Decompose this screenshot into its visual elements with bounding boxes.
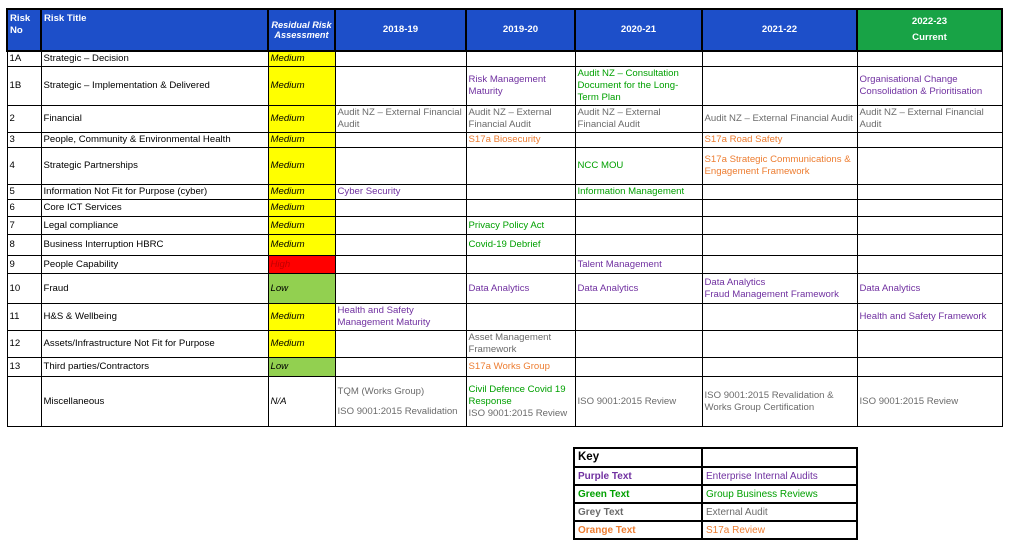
audit-cell-y1 bbox=[335, 217, 466, 235]
audit-item: Organisational Change Consolidation & Prioritisation bbox=[859, 74, 983, 97]
audit-cell-y4 bbox=[702, 217, 857, 235]
audit-cell-y2 bbox=[466, 235, 575, 256]
key-value: Group Business Reviews bbox=[702, 485, 857, 503]
residual-rating-cell: N/A bbox=[268, 377, 335, 427]
residual-rating-cell: Low bbox=[268, 358, 335, 377]
key-label: Grey Text bbox=[574, 503, 702, 521]
audit-cell-y5 bbox=[857, 331, 1002, 358]
table-body bbox=[7, 51, 1002, 427]
table-row bbox=[7, 274, 1002, 304]
key-value: External Audit bbox=[702, 503, 857, 521]
audit-item: Data Analytics bbox=[468, 282, 530, 294]
audit-cell-y2 bbox=[466, 256, 575, 274]
audit-cell-y3 bbox=[575, 217, 702, 235]
audit-item: ISO 9001:2015 Review bbox=[859, 395, 959, 407]
risk-no-cell: 1B bbox=[7, 67, 41, 106]
table-row bbox=[7, 358, 1002, 377]
residual-rating-cell: Low bbox=[268, 274, 335, 304]
audit-cell-y1 bbox=[335, 51, 466, 67]
risk-no-cell: 13 bbox=[7, 358, 41, 377]
key-table bbox=[573, 447, 858, 540]
audit-cell-y3 bbox=[575, 51, 702, 67]
audit-item: Privacy Policy Act bbox=[468, 219, 545, 231]
audit-cell-y5 bbox=[857, 133, 1002, 148]
audit-cell-y1 bbox=[335, 274, 466, 304]
audit-cell-y4 bbox=[702, 51, 857, 67]
audit-cell-y2 bbox=[466, 358, 575, 377]
audit-item: Audit NZ – External Financial Audit bbox=[577, 107, 661, 130]
risk-no-cell: 8 bbox=[7, 235, 41, 256]
audit-cell-y4 bbox=[702, 200, 857, 217]
table-row bbox=[7, 304, 1002, 331]
table-row bbox=[7, 133, 1002, 148]
audit-cell-y4 bbox=[702, 148, 857, 185]
audit-cell-y1 bbox=[335, 377, 466, 427]
audit-item: Audit NZ – Consultation Document for the Long-Term Plan bbox=[577, 68, 679, 103]
audit-cell-y2 bbox=[466, 185, 575, 200]
audit-cell-y5 bbox=[857, 67, 1002, 106]
risk-no-cell: 12 bbox=[7, 331, 41, 358]
audit-cell-y4 bbox=[702, 235, 857, 256]
audit-cell-y2 bbox=[466, 67, 575, 106]
audit-cell-y3 bbox=[575, 274, 702, 304]
audit-item: TQM (Works Group) bbox=[337, 385, 425, 397]
audit-cell-y2 bbox=[466, 200, 575, 217]
table-row bbox=[7, 256, 1002, 274]
residual-rating-cell: Medium bbox=[268, 217, 335, 235]
header-year-2022-23-current bbox=[857, 9, 1002, 51]
risk-title-cell: People Capability bbox=[41, 256, 268, 274]
table-row bbox=[7, 331, 1002, 358]
audit-item: Covid-19 Debrief bbox=[468, 239, 541, 250]
key-value: S17a Review bbox=[702, 521, 857, 539]
audit-cell-y2 bbox=[466, 148, 575, 185]
residual-rating-cell: Medium bbox=[268, 133, 335, 148]
table-row bbox=[7, 377, 1002, 427]
audit-cell-y2 bbox=[466, 304, 575, 331]
audit-cell-y5 bbox=[857, 256, 1002, 274]
risk-no-cell: 2 bbox=[7, 106, 41, 133]
audit-item: Fraud Management Framework bbox=[704, 288, 839, 300]
header-residual-risk: Residual Risk Assessment bbox=[268, 9, 335, 51]
table-row bbox=[7, 106, 1002, 133]
key-label: Orange Text bbox=[574, 521, 702, 539]
residual-rating-cell: Medium bbox=[268, 106, 335, 133]
audit-cell-y3 bbox=[575, 304, 702, 331]
audit-cell-y2 bbox=[466, 377, 575, 427]
risk-no-cell: 6 bbox=[7, 200, 41, 217]
audit-cell-y4 bbox=[702, 256, 857, 274]
table-row bbox=[7, 235, 1002, 256]
key-row bbox=[574, 503, 857, 521]
header-risk-title: Risk Title bbox=[41, 9, 268, 51]
audit-cell-y4 bbox=[702, 304, 857, 331]
residual-rating-cell: Medium bbox=[268, 148, 335, 185]
audit-cell-y3 bbox=[575, 106, 702, 133]
key-title-row bbox=[574, 448, 857, 467]
audit-cell-y1 bbox=[335, 235, 466, 256]
risk-title-cell: Strategic – Decision bbox=[41, 51, 268, 67]
audit-cell-y4 bbox=[702, 133, 857, 148]
audit-cell-y4 bbox=[702, 377, 857, 427]
risk-title-cell: Legal compliance bbox=[41, 217, 268, 235]
residual-rating-cell: Medium bbox=[268, 51, 335, 67]
audit-cell-y1 bbox=[335, 148, 466, 185]
spacer bbox=[338, 398, 464, 406]
audit-cell-y3 bbox=[575, 331, 702, 358]
residual-rating-cell: High bbox=[268, 256, 335, 274]
residual-rating-cell: Medium bbox=[268, 235, 335, 256]
audit-cell-y1 bbox=[335, 304, 466, 331]
audit-item: ISO 9001:2015 Review bbox=[577, 395, 677, 407]
risk-title-cell: Third parties/Contractors bbox=[41, 358, 268, 377]
table-row bbox=[7, 185, 1002, 200]
risk-no-cell: 7 bbox=[7, 217, 41, 235]
audit-item: Risk Management Maturity bbox=[468, 74, 546, 97]
audit-item: Civil Defence Covid 19 Response bbox=[468, 383, 566, 407]
table-row bbox=[7, 67, 1002, 106]
header-year-2020-21: 2020-21 bbox=[575, 9, 702, 51]
audit-cell-y5 bbox=[857, 200, 1002, 217]
table-row bbox=[7, 200, 1002, 217]
risk-title-cell: Business Interruption HBRC bbox=[41, 235, 268, 256]
audit-item: Audit NZ – External Financial Audit bbox=[704, 113, 853, 124]
risk-title-cell: Information Not Fit for Purpose (cyber) bbox=[41, 185, 268, 200]
risk-no-cell: 1A bbox=[7, 51, 41, 67]
audit-cell-y2 bbox=[466, 106, 575, 133]
audit-cell-y3 bbox=[575, 200, 702, 217]
header-current-label: Current bbox=[912, 32, 947, 43]
risk-title-cell: Core ICT Services bbox=[41, 200, 268, 217]
key-title: Key bbox=[574, 448, 702, 467]
header-year-2019-20: 2019-20 bbox=[466, 9, 575, 51]
key-body bbox=[574, 448, 857, 539]
risk-no-cell: 11 bbox=[7, 304, 41, 331]
audit-cell-y5 bbox=[857, 106, 1002, 133]
audit-cell-y3 bbox=[575, 185, 702, 200]
audit-cell-y1 bbox=[335, 358, 466, 377]
audit-cell-y1 bbox=[335, 67, 466, 106]
audit-item: Data Analytics bbox=[704, 276, 766, 288]
audit-cell-y5 bbox=[857, 217, 1002, 235]
audit-cell-y3 bbox=[575, 377, 702, 427]
audit-item: Audit NZ – External Financial Audit bbox=[468, 107, 552, 130]
risk-no-cell: 5 bbox=[7, 185, 41, 200]
risk-no-cell: 10 bbox=[7, 274, 41, 304]
audit-item: Information Management bbox=[577, 186, 685, 197]
audit-item: ISO 9001:2015 Review bbox=[468, 407, 568, 419]
audit-cell-y1 bbox=[335, 106, 466, 133]
audit-item: Health and Safety Management Maturity bbox=[337, 305, 431, 328]
key-row bbox=[574, 467, 857, 485]
residual-rating-cell: Medium bbox=[268, 67, 335, 106]
audit-cell-y4 bbox=[702, 106, 857, 133]
audit-cell-y4 bbox=[702, 274, 857, 304]
audit-item: S17a Works Group bbox=[468, 361, 550, 372]
audit-item: Data Analytics bbox=[859, 282, 921, 294]
audit-cell-y3 bbox=[575, 358, 702, 377]
audit-item: Cyber Security bbox=[337, 186, 401, 197]
audit-cell-y4 bbox=[702, 331, 857, 358]
audit-item: S17a Biosecurity bbox=[468, 134, 541, 145]
audit-item: Data Analytics bbox=[577, 282, 639, 294]
audit-item: ISO 9001:2015 Revalidation & Works Group Certification bbox=[704, 389, 834, 413]
header-risk-no: Risk No bbox=[7, 9, 41, 51]
residual-rating-cell: Medium bbox=[268, 185, 335, 200]
audit-cell-y2 bbox=[466, 51, 575, 67]
audit-cell-y5 bbox=[857, 304, 1002, 331]
audit-cell-y5 bbox=[857, 274, 1002, 304]
audit-cell-y5 bbox=[857, 51, 1002, 67]
key-row bbox=[574, 521, 857, 539]
key-label: Green Text bbox=[574, 485, 702, 503]
audit-item: S17a Road Safety bbox=[704, 134, 783, 145]
audit-item: Talent Management bbox=[577, 258, 662, 270]
audit-cell-y5 bbox=[857, 377, 1002, 427]
header-row bbox=[7, 9, 1002, 51]
risk-title-cell: Fraud bbox=[41, 274, 268, 304]
risk-title-cell: Financial bbox=[41, 106, 268, 133]
residual-rating-cell: Medium bbox=[268, 200, 335, 217]
risk-title-cell: Assets/Infrastructure Not Fit for Purpose bbox=[41, 331, 268, 358]
risk-title-cell: People, Community & Environmental Health bbox=[41, 133, 268, 148]
risk-title-cell: Strategic – Implementation & Delivered bbox=[41, 67, 268, 106]
audit-cell-y1 bbox=[335, 331, 466, 358]
audit-cell-y5 bbox=[857, 358, 1002, 377]
residual-rating-cell: Medium bbox=[268, 331, 335, 358]
audit-cell-y1 bbox=[335, 256, 466, 274]
header-year-label: 2022-23 bbox=[911, 16, 948, 27]
risk-title-cell: H&S & Wellbeing bbox=[41, 304, 268, 331]
audit-cell-y2 bbox=[466, 133, 575, 148]
table-row bbox=[7, 217, 1002, 235]
risk-audit-table bbox=[6, 8, 1003, 427]
audit-cell-y1 bbox=[335, 200, 466, 217]
key-value: Enterprise Internal Audits bbox=[702, 467, 857, 485]
audit-item: Health and Safety Framework bbox=[859, 311, 987, 322]
key-label: Purple Text bbox=[574, 467, 702, 485]
audit-item: Asset Management Framework bbox=[468, 332, 552, 355]
audit-cell-y1 bbox=[335, 185, 466, 200]
audit-cell-y3 bbox=[575, 256, 702, 274]
audit-cell-y2 bbox=[466, 274, 575, 304]
audit-item: S17a Strategic Communications & Engagement Framework bbox=[704, 154, 851, 177]
table-row bbox=[7, 51, 1002, 67]
key-title-blank bbox=[702, 448, 857, 467]
risk-title-cell: Strategic Partnerships bbox=[41, 148, 268, 185]
residual-rating-cell: Medium bbox=[268, 304, 335, 331]
audit-cell-y3 bbox=[575, 148, 702, 185]
audit-cell-y5 bbox=[857, 148, 1002, 185]
audit-item: NCC MOU bbox=[577, 160, 624, 171]
audit-cell-y2 bbox=[466, 217, 575, 235]
audit-cell-y3 bbox=[575, 133, 702, 148]
audit-cell-y3 bbox=[575, 235, 702, 256]
table-row bbox=[7, 148, 1002, 185]
audit-cell-y4 bbox=[702, 185, 857, 200]
audit-cell-y1 bbox=[335, 133, 466, 148]
audit-cell-y5 bbox=[857, 235, 1002, 256]
audit-cell-y5 bbox=[857, 185, 1002, 200]
risk-title-cell: Miscellaneous bbox=[41, 377, 268, 427]
audit-cell-y2 bbox=[466, 331, 575, 358]
audit-cell-y4 bbox=[702, 358, 857, 377]
risk-no-cell: 9 bbox=[7, 256, 41, 274]
audit-item: Audit NZ – External Financial Audit bbox=[337, 107, 462, 130]
audit-cell-y4 bbox=[702, 67, 857, 106]
audit-item: Audit NZ – External Financial Audit bbox=[859, 107, 984, 130]
header-year-2018-19: 2018-19 bbox=[335, 9, 466, 51]
key-row bbox=[574, 485, 857, 503]
risk-no-cell: 3 bbox=[7, 133, 41, 148]
audit-item: ISO 9001:2015 Revalidation bbox=[337, 405, 458, 417]
header-year-2021-22: 2021-22 bbox=[702, 9, 857, 51]
risk-no-cell: 4 bbox=[7, 148, 41, 185]
audit-cell-y3 bbox=[575, 67, 702, 106]
risk-no-cell bbox=[7, 377, 41, 427]
